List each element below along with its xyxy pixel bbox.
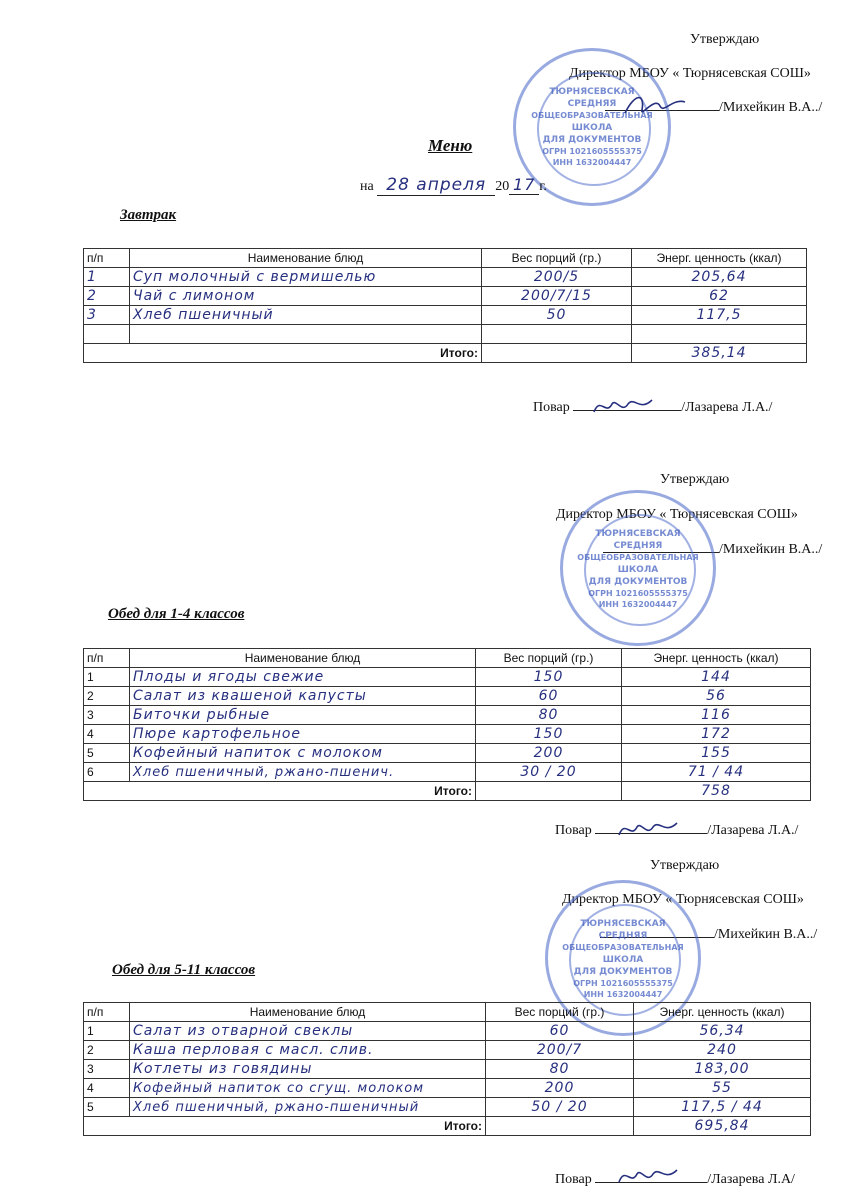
director-name-3: /Михейкин В.А../ — [714, 927, 818, 942]
breakfast-title: Завтрак — [120, 207, 177, 223]
school-stamp-1: ТЮРНЯСЕВСКАЯ СРЕДНЯЯ ОБЩЕОБРАЗОВАТЕЛЬНАЯ ШКОЛА ДЛЯ ДОКУМЕНТОВ ОГРН 1021605555375 ИНН 1632004447 — [513, 48, 671, 206]
school-stamp-3: ТЮРНЯСЕВСКАЯ СРЕДНЯЯ ОБЩЕОБРАЗОВАТЕЛЬНАЯ ШКОЛА ДЛЯ ДОКУМЕНТОВ ОГРН 1021605555375 ИНН 1632004447 — [545, 880, 701, 1036]
cook-name-1: /Лазарева Л.А./ — [681, 400, 773, 415]
table-header-row: п/п Наименование блюд Вес порций (гр.) Энерг. ценность (ккал) — [84, 649, 811, 668]
approve-label-2: Утверждаю — [660, 472, 730, 487]
table-row: 2 Каша перловая с масл. слив. 200/7 240 — [84, 1041, 811, 1060]
lunch-5-11-title: Обед для 5-11 классов — [112, 962, 256, 978]
total-row: Итого: 758 — [84, 782, 811, 801]
table-row: 3 Биточки рыбные 80 116 — [84, 706, 811, 725]
approve-label-3: Утверждаю — [650, 858, 720, 873]
menu-date: на 28 апреля 20 17 г. — [360, 175, 547, 195]
table-row — [84, 325, 807, 344]
cook-name-3: /Лазарева Л.А/ — [707, 1172, 795, 1187]
col-num: п/п — [84, 249, 130, 268]
table-row: 4 Кофейный напиток со сгущ. молоком 200 55 — [84, 1079, 811, 1098]
lunch-5-11-table — [83, 1002, 811, 1136]
col-name: Наименование блюд — [130, 249, 482, 268]
table-row: 2 Салат из квашеной капусты 60 56 — [84, 687, 811, 706]
director-name-2: /Михейкин В.А../ — [719, 542, 823, 557]
total-label: Итого: — [84, 344, 482, 363]
director-name-1: /Михейкин В.А../ — [719, 100, 823, 115]
director-label-2: Директор МБОУ « Тюрнясевская СОШ» — [556, 507, 798, 522]
lunch-1-4-table — [83, 648, 811, 801]
table-row: 3 Котлеты из говядины 80 183,00 — [84, 1060, 811, 1079]
breakfast-total: 385,14 — [691, 345, 747, 361]
cook-signature-3 — [615, 1162, 685, 1190]
table-row: 6 Хлеб пшеничный, ржано-пшенич. 30 / 20 71 / 44 — [84, 763, 811, 782]
page-title: Меню — [428, 136, 473, 155]
director-signature-1 — [620, 88, 690, 124]
table-row: 2 Чай с лимоном 200/7/15 62 — [84, 287, 807, 306]
cook-name-2: /Лазарева Л.А./ — [707, 823, 799, 838]
table-row: 5 Хлеб пшеничный, ржано-пшеничный 50 / 20 117,5 / 44 — [84, 1098, 811, 1117]
total-row — [84, 344, 807, 363]
table-header-row — [84, 249, 807, 268]
year-value: 17 — [509, 175, 539, 195]
table-row: 3 Хлеб пшеничный 50 117,5 — [84, 306, 807, 325]
cook-line-3: Повар /Лазарева Л.А/ — [555, 1172, 795, 1187]
school-stamp-2: ТЮРНЯСЕВСКАЯ СРЕДНЯЯ ОБЩЕОБРАЗОВАТЕЛЬНАЯ ШКОЛА ДЛЯ ДОКУМЕНТОВ ОГРН 1021605555375 ИНН 1632004447 — [560, 490, 716, 646]
cook-signature-2 — [615, 815, 685, 843]
date-value: 28 апреля — [377, 175, 495, 196]
lunch-1-4-total: 758 — [701, 783, 731, 799]
approve-label-1: Утверждаю — [690, 32, 760, 47]
breakfast-table — [83, 248, 807, 363]
table-row: 1 Суп молочный с вермишелью 200/5 205,64 — [84, 268, 807, 287]
table-row: 4 Пюре картофельное 150 172 — [84, 725, 811, 744]
table-row: 5 Кофейный напиток с молоком 200 155 — [84, 744, 811, 763]
table-row: 1 Плоды и ягоды свежие 150 144 — [84, 668, 811, 687]
cook-signature-1 — [590, 392, 660, 420]
table-header-row: п/п Наименование блюд Вес порций (гр.) Энерг. ценность (ккал) — [84, 1003, 811, 1022]
director-label-3: Директор МБОУ « Тюрнясевская СОШ» — [562, 892, 804, 907]
table-row: 1 Салат из отварной свеклы 60 56,34 — [84, 1022, 811, 1041]
total-row: Итого: 695,84 — [84, 1117, 811, 1136]
cook-line-1: Повар /Лазарева Л.А./ — [533, 400, 773, 415]
col-weight: Вес порций (гр.) — [482, 249, 632, 268]
lunch-1-4-title: Обед для 1-4 классов — [108, 606, 245, 622]
lunch-5-11-total: 695,84 — [694, 1118, 750, 1134]
col-energy: Энерг. ценность (ккал) — [632, 249, 807, 268]
cook-line-2: Повар /Лазарева Л.А./ — [555, 823, 799, 838]
director-label-1: Директор МБОУ « Тюрнясевская СОШ» — [569, 66, 811, 81]
